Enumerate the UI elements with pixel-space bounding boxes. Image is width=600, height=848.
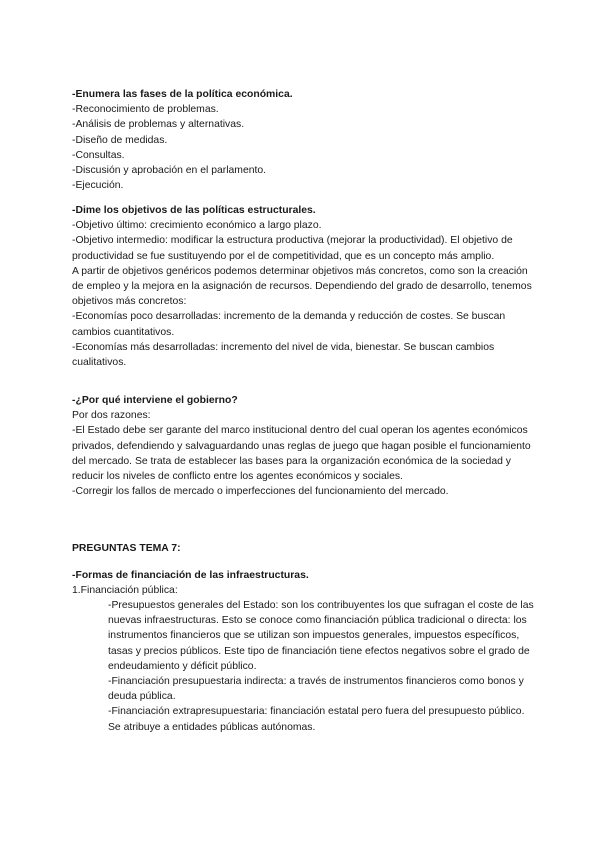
section-heading: -¿Por qué interviene el gobierno?: [72, 395, 238, 406]
section-heading: -Formas de financiación de las infraestructuras.: [72, 570, 309, 581]
subheading: 1.Financiación pública:: [72, 585, 178, 597]
paragraph: -Objetivo intermedio: modificar la estructura productiva (mejorar la productividad). El objetivo de productividad se fue sustituyendo por el de competitividad, que es un concepto más amplio.: [72, 235, 513, 262]
list-item: -Presupuestos generales del Estado: son los contribuyentes los que sufragan el coste de las nuevas infraestructuras. Esto se conoce como financiación pública tradicional o directa: los instrumentos financieros que se utilizan son impuestos generales, impuestos específicos, tasas y precios públicos. Este tipo de financiación tiene efectos negativos sobre el grado de endeudamiento y déficit público.: [108, 600, 534, 672]
paragraph: -Economías más desarrolladas: incremento del nivel de vida, bienestar. Se buscan cambios cualitativos.: [72, 341, 495, 369]
paragraph: -Economías poco desarrolladas: incremento de la demanda y reducción de costes. Se buscan cambios cuantitativos.: [72, 311, 506, 338]
list-item: -Diseño de medidas.: [72, 134, 168, 146]
section-heading: -Enumera las fases de la política económica.: [72, 89, 293, 100]
list-item: -Ejecución.: [72, 180, 124, 192]
section-structural-objectives: [72, 203, 534, 370]
list-item: -Financiación extrapresupuestaria: financiación estatal pero fuera del presupuesto público. Se atribuye a entidades públicas autónomas.: [108, 706, 525, 733]
page-title: PREGUNTAS TEMA 7:: [72, 543, 181, 554]
section-government-intervention: [72, 393, 534, 499]
list-item: -Financiación presupuestaria indirecta: a través de instrumentos financieros como bonos y deuda pública.: [108, 676, 524, 703]
paragraph: Por dos razones:: [72, 410, 151, 422]
section-tema7-title: [72, 541, 534, 556]
paragraph: -Objetivo último: crecimiento económico a largo plazo.: [72, 220, 322, 232]
list-item: -Reconocimiento de problemas.: [72, 104, 219, 116]
paragraph: -Corregir los fallos de mercado o imperfecciones del funcionamiento del mercado.: [72, 486, 449, 498]
list-item: -Análisis de problemas y alternativas.: [72, 119, 245, 131]
list-item: -Discusión y aprobación en el parlamento.: [72, 165, 267, 177]
paragraph: -El Estado debe ser garante del marco institucional dentro del cual operan los agentes económicos privados, defendiendo y salvaguardando unas reglas de juego que hagan posible el funcionamiento del mercado. Se trata de establecer las bases para la organización económica de la sociedad y reducir los niveles de conflicto entre los agentes económicos y sociales.: [72, 425, 531, 483]
list-item: -Consultas.: [72, 149, 125, 161]
section-phases: [72, 87, 534, 193]
financing-list: [108, 598, 534, 735]
section-heading: -Dime los objetivos de las políticas estructurales.: [72, 205, 316, 216]
paragraph: A partir de objetivos genéricos podemos determinar objetivos más concretos, como son la creación de empleo y la mejora en la asignación de recursos. Dependiendo del grado de desarrollo, tenemos objetivos más concretos:: [72, 265, 532, 308]
section-infrastructure-financing: [72, 568, 534, 598]
